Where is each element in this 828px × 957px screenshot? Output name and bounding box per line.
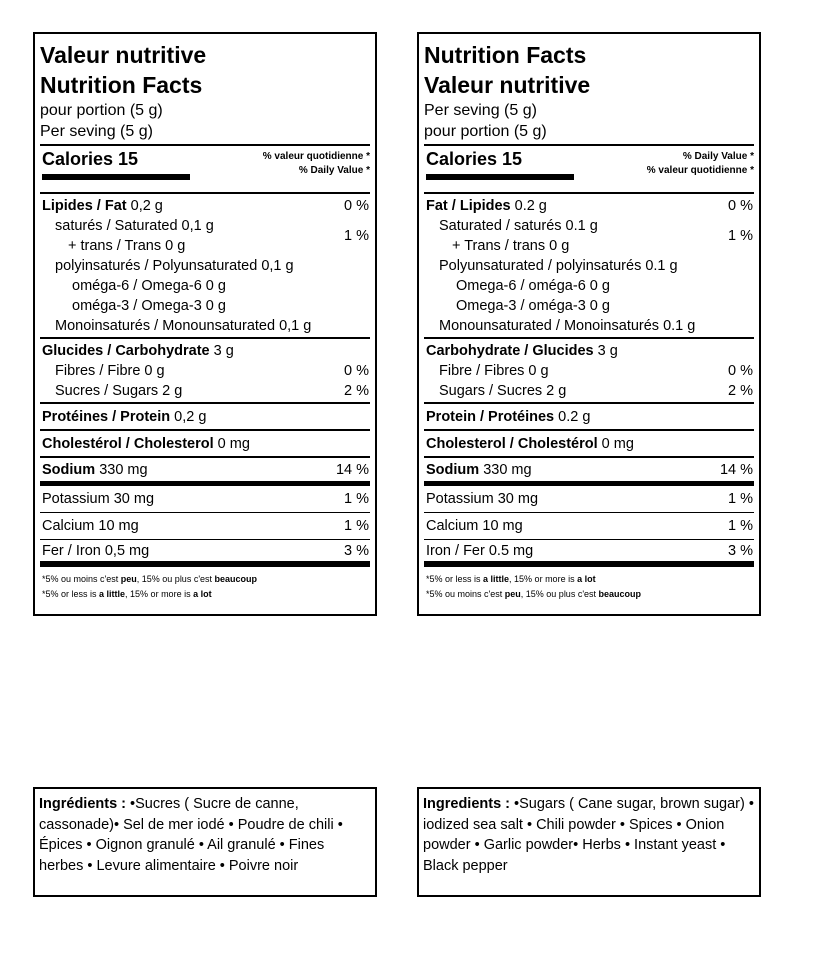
- saturated-trans-group: [40, 216, 370, 256]
- fibre-row: [40, 361, 370, 381]
- carbohydrate-value: 3 g: [213, 343, 234, 359]
- iron-percent: 3 %: [728, 542, 753, 559]
- fat-percent: 0 %: [728, 198, 753, 214]
- saturated-row: Saturated / saturés 0.1 g: [439, 218, 598, 234]
- dv-header-primary: % Daily Value *: [682, 151, 754, 162]
- calcium-percent: 1 %: [728, 518, 753, 534]
- sodium-label: Sodium: [426, 462, 480, 478]
- calories-bar: [42, 174, 190, 180]
- calcium-label: Calcium 10 mg: [42, 518, 139, 534]
- iron-label: Iron / Fer 0.5 mg: [426, 542, 534, 559]
- sodium-percent: 14 %: [719, 462, 753, 478]
- carbohydrate-label: Carbohydrate / Glucides: [426, 343, 594, 359]
- sodium-label: Sodium: [42, 462, 96, 478]
- sodium-row: [424, 460, 754, 480]
- fibre-percent: 0 %: [728, 363, 753, 379]
- serving-secondary: Per seving (5 g): [40, 123, 153, 140]
- fat-percent: 0 %: [344, 198, 369, 214]
- footnote: [424, 567, 754, 602]
- sugars-row: [40, 381, 370, 401]
- fibre-label: Fibre / Fibres 0 g: [439, 363, 549, 379]
- cholesterol-section: [424, 431, 754, 458]
- potassium-label: Potassium 30 mg: [42, 491, 155, 507]
- omega3-row: Omega-3 / oméga-3 0 g: [456, 298, 610, 314]
- serving-primary: pour portion (5 g): [40, 102, 163, 119]
- nutrition-label-french: [33, 32, 377, 616]
- potassium-row: [40, 486, 370, 513]
- cholesterol-row: [40, 434, 370, 454]
- footnote-primary: *5% or less is a little, 15% or more is a lot: [426, 574, 596, 584]
- serving-secondary: pour portion (5 g): [424, 123, 547, 140]
- daily-value-header: [263, 150, 370, 178]
- fat-section: [40, 194, 370, 339]
- omega6-row: oméga-6 / Omega-6 0 g: [72, 278, 226, 294]
- cholesterol-label: Cholestérol / Cholesterol: [42, 436, 214, 452]
- calories-label: Calories 15: [426, 149, 523, 169]
- iron-row: [424, 540, 754, 567]
- trans-row: + Trans / trans 0 g: [452, 238, 570, 254]
- title-secondary: Valeur nutritive: [424, 72, 591, 98]
- iron-row: [40, 540, 370, 567]
- ingredients-box-french: [33, 787, 377, 897]
- title-primary: Valeur nutritive: [40, 42, 207, 68]
- sodium-section: [424, 458, 754, 486]
- protein-row: [40, 407, 370, 427]
- ingredients-label: Ingrédients :: [39, 796, 127, 812]
- monounsaturated-row: Monounsaturated / Monoinsaturés 0.1 g: [439, 318, 696, 334]
- ingredients-text: •Sugars ( Cane sugar, brown sugar) • iodized sea salt • Chili powder • Spices • Onion powder • Garlic powder• Herbs • Instant yeast • Black pepper: [423, 796, 754, 874]
- sodium-row: [40, 460, 370, 480]
- fat-row: [40, 196, 370, 216]
- sodium-section: [40, 458, 370, 486]
- nutrition-label-english: [417, 32, 761, 616]
- trans-row: + trans / Trans 0 g: [68, 238, 186, 254]
- protein-value: 0.2 g: [558, 409, 591, 425]
- carbohydrate-row: [40, 341, 370, 361]
- fibre-row: [424, 361, 754, 381]
- potassium-percent: 1 %: [728, 491, 753, 507]
- carbohydrate-section: [424, 339, 754, 404]
- potassium-label: Potassium 30 mg: [426, 491, 539, 507]
- calcium-row: [424, 513, 754, 540]
- protein-section: [424, 404, 754, 431]
- sugars-label: Sucres / Sugars 2 g: [55, 383, 183, 399]
- protein-value: 0,2 g: [174, 409, 207, 425]
- protein-section: [40, 404, 370, 431]
- saturated-trans-percent: 1 %: [728, 228, 753, 244]
- fat-value: 0,2 g: [130, 198, 163, 214]
- protein-label: Protein / Protéines: [426, 409, 555, 425]
- potassium-percent: 1 %: [344, 491, 369, 507]
- serving-size: [40, 100, 370, 146]
- calcium-percent: 1 %: [344, 518, 369, 534]
- fat-value: 0.2 g: [514, 198, 547, 214]
- ingredients-text: •Sucres ( Sucre de canne, cassonade)• Sel de mer iodé • Poudre de chili • Épices • Oignon granulé • Ail granulé • Fines herbes • Levure alimentaire • Poivre noir: [39, 796, 343, 874]
- serving-primary: Per seving (5 g): [424, 102, 537, 119]
- calories-row: [424, 146, 754, 194]
- sodium-value: 330 mg: [99, 462, 148, 478]
- calcium-label: Calcium 10 mg: [426, 518, 523, 534]
- calories-row: [40, 146, 370, 194]
- saturated-trans-group: [424, 216, 754, 256]
- fat-label: Lipides / Fat: [42, 198, 127, 214]
- footnote-secondary: *5% or less is a little, 15% or more is a lot: [42, 589, 212, 599]
- sugars-percent: 2 %: [728, 383, 753, 399]
- carbohydrate-value: 3 g: [597, 343, 618, 359]
- sugars-label: Sugars / Sucres 2 g: [439, 383, 567, 399]
- fibre-percent: 0 %: [344, 363, 369, 379]
- protein-row: [424, 407, 754, 427]
- protein-label: Protéines / Protein: [42, 409, 171, 425]
- fat-label: Fat / Lipides: [426, 198, 511, 214]
- calories-bar: [426, 174, 574, 180]
- polyunsaturated-row: Polyunsaturated / polyinsaturés 0.1 g: [439, 258, 678, 274]
- label-title: [40, 40, 370, 100]
- dv-header-secondary: % Daily Value *: [298, 165, 370, 176]
- saturated-trans-percent: 1 %: [344, 228, 369, 244]
- cholesterol-value: 0 mg: [601, 436, 634, 452]
- serving-size: [424, 100, 754, 146]
- sodium-percent: 14 %: [335, 462, 369, 478]
- footnote: [40, 567, 370, 602]
- monounsaturated-row: Monoinsaturés / Monounsaturated 0,1 g: [55, 318, 312, 334]
- saturated-row: saturés / Saturated 0,1 g: [55, 218, 214, 234]
- omega6-row: Omega-6 / oméga-6 0 g: [456, 278, 610, 294]
- fat-row: [424, 196, 754, 216]
- ingredients-box-english: [417, 787, 761, 897]
- ingredients-label: Ingredients :: [423, 796, 511, 812]
- cholesterol-value: 0 mg: [217, 436, 250, 452]
- sodium-value: 330 mg: [483, 462, 532, 478]
- iron-percent: 3 %: [344, 542, 369, 559]
- cholesterol-label: Cholesterol / Cholestérol: [426, 436, 598, 452]
- title-secondary: Nutrition Facts: [40, 72, 203, 98]
- carbohydrate-section: [40, 339, 370, 404]
- dv-header-primary: % valeur quotidienne *: [262, 151, 370, 162]
- fibre-label: Fibres / Fibre 0 g: [55, 363, 165, 379]
- polyunsaturated-row: polyinsaturés / Polyunsaturated 0,1 g: [55, 258, 294, 274]
- sugars-row: [424, 381, 754, 401]
- dv-header-secondary: % valeur quotidienne *: [646, 165, 754, 176]
- title-primary: Nutrition Facts: [424, 42, 587, 68]
- iron-label: Fer / Iron 0,5 mg: [42, 542, 150, 559]
- fat-section: [424, 194, 754, 339]
- footnote-primary: *5% ou moins c'est peu, 15% ou plus c'est beaucoup: [42, 574, 258, 584]
- calories-label: Calories 15: [42, 149, 139, 169]
- sugars-percent: 2 %: [344, 383, 369, 399]
- omega3-row: oméga-3 / Omega-3 0 g: [72, 298, 226, 314]
- carbohydrate-label: Glucides / Carbohydrate: [42, 343, 210, 359]
- daily-value-header: [647, 150, 754, 178]
- potassium-row: [424, 486, 754, 513]
- label-title: [424, 40, 754, 100]
- calcium-row: [40, 513, 370, 540]
- cholesterol-section: [40, 431, 370, 458]
- cholesterol-row: [424, 434, 754, 454]
- footnote-secondary: *5% ou moins c'est peu, 15% ou plus c'est beaucoup: [426, 589, 642, 599]
- carbohydrate-row: [424, 341, 754, 361]
